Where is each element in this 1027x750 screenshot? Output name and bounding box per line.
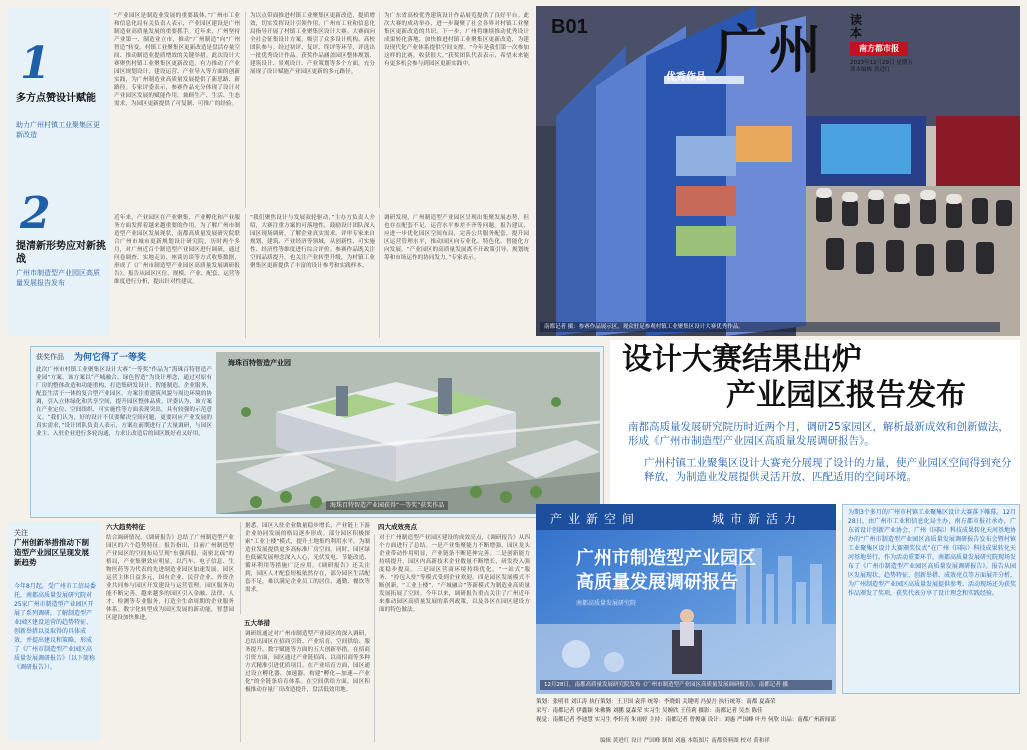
award-body: 此次广州市村镇工业聚集区设计大赛“一等奖”作品为“海珠百特智造产业园”方案。该方案以“产城融合、绿色智造”为设计理念，通过对原有厂房的整体改造和功能重构，打造集研发设计、智能制造、企业服务、配套生活于一体的复合型产业园区。方案注重建筑风貌与周边环境的协调，引入立体绿化和共享空间，提升园区整体品质。评委认为，该方案在产业定位、空间组织、可实施性等方面表现突出，具有较强的示范意义。“我们认为，好的设计不仅要解决空间问题，更要回应产业发展的真实需求，”设计团队负责人表示，方案在前期进行了大量调研，与园区业主、入驻企业进行多轮沟通，力求让改造后的园区既好看又好用。	[36, 367, 212, 437]
section1-subheading: 助力广州村镇工业聚集区更新改造	[16, 121, 100, 139]
screen-title-line2: 高质量发展调研报告	[576, 572, 738, 593]
footer-line: 编辑 黄进红 设计 严国峰 制图 刘惠 本版图片 南都资料图 校对 黄和祥	[600, 738, 770, 744]
report-photo-caption: 12月28日，南都高质量发展研究院发布《广州市制造型产业园区高质量发展调研报告》。南都记者 摄	[540, 680, 832, 690]
credits-line3: 视觉：南都记者 李迪慧 实习生 李轩亮 朱雨婷 主持：南都记者 曾俊康 设计：刘惠 严国峰 叶丹 何欣 出品：南都广州新闻部	[536, 717, 836, 723]
aerial-caption: 海珠百特智造产业园获得“一等奖”获奖作品	[326, 501, 448, 510]
top-column-2: 近年来，产业园区在产业聚集、产业孵化和产业服务方面发挥着越来越重要的作用。为了解广州市制造型产业园区发展现状，南都高质量发展研究院联合广州市城市更新规划设计研究院，历时两个多月，对广州近百个制造型产业园区进行调研，通过问卷调查、实地走访、座谈访谈等方式收集数据，形成了《广州市制造型产业园区高质量发展调研报告》。报告从园区区位、规模、产业、配套、运营等维度进行分析，提出针对性建议。	[114, 215, 240, 285]
masthead-editor: 读本编辑 黄进红	[850, 67, 891, 73]
c4-head: 四大成效亮点	[378, 523, 417, 531]
bottom-column-1: 结合调研情况，《调研报告》总结了广州制造型产业园区的六个趋势特征。报告指出，目前广州制造型产业园区的空间布局呈现“东强西弱、南密北疏”的格局，产业集聚效应明显，以汽车、电子信息、生物医药等为代表的先进制造业园区加速发展。园区运营主体日益多元，国有企业、民营企业、外资企业共同参与园区开发建设与运营管理。园区服务功能不断完善，越来越多的园区引入金融、法律、人才、检测等专业服务，打造全生命周期的企业服务体系。数字化转型成为园区发展的新动能，智慧园区建设加快推进。	[106, 535, 234, 621]
aerial-park-illustration	[216, 352, 600, 514]
top-column-3: 为以点带面推进村镇工业聚集区更新改造，提质增效，切实发挥设计引领作用，广州市工业和信息化局指导开展了村镇工业聚集区设计大赛。大赛面向全社会征集设计方案，吸引了众多设计机构、高校团队参与。经过初评、复评、终评等环节，评选出一批优秀设计作品。获奖作品涵盖园区整体规划、建筑设计、景观设计、产业策划等多个方面，充分展现了设计赋能产业园区更新的多元路径。	[245, 12, 375, 208]
masthead-reader-label: 读本	[850, 13, 863, 40]
section2-subheading: 广州市制造型产业园区高质量发展报告发布	[16, 269, 100, 287]
top-column-1: “产业园区是制造业发展的重要载体，”广州市工业和信息化局有关负责人表示，产业园区建设是广州制造业高质量发展的重要抓手。近年来，广州坚持产业第一、制造业立市，推动“广州制造”向“广州智造”转变。村镇工业聚集区更新改造是盘活存量空间、推动制造业提质增效的关键举措。此次设计大赛聚焦村镇工业聚集区更新改造，有力推动了产业园区规划设计、建设运营、产业导入等方面的创新实践，为广州制造业高质量发展提供了新思路、新路径。专家评委表示，参赛作品充分体现了设计对产业园区发展的赋能作用，兼顾生产、生活、生态需求，为园区更新提供了可复制、可推广的经验。	[114, 13, 240, 107]
bottom-column-2: 据悉，园区入驻企业数量稳步增长，产业链上下游企业协同发展的格局逐步形成。部分园区积极探索“工业上楼”模式，提升土地集约利用水平，为制造业发展提供更多高标准厂房空间。同时，园区绿色低碳发展理念深入人心，光伏发电、节能改造、循环利用等措施广泛应用。《调研报告》还关注到，园区人才配套短板依然存在，部分园区生活配套不足，难以满足企业员工的居住、通勤、餐饮等需求。	[240, 522, 370, 614]
left-bottom-title: 广州创新举措推动下制造型产业园区呈现发展新趋势	[14, 538, 89, 567]
page-number: B01	[551, 16, 588, 38]
award-label: 获奖作品	[36, 353, 64, 361]
credits-line1: 策划：张明君 刘江涛 执行策划：王卫国 袁萍 统筹：李晓娟 关键明 冯晏吾 执行统筹：南都 夏森荣	[536, 699, 776, 705]
masthead-date: 2023年12月29日 星期五	[850, 60, 913, 66]
report-launch-photo	[536, 504, 836, 694]
masthead-title: 广州	[715, 20, 824, 81]
headline-line2: 产业园区报告发布	[726, 378, 966, 413]
c1-head: 六大趋势特征	[106, 523, 145, 531]
headline-line1: 设计大赛结果出炉	[622, 342, 862, 377]
right-info-body: 为期3个多月的广州市村镇工业聚集区设计大赛落下帷幕。12月28日，由广州市工业和信息化局主办，南方都市报社承办，广东省设计创新产业协会、广州（国际）科技成果转化天河基地协办的“广州市制造型产业园区高质量发展调研报告发布会暨村镇工业聚集区设计大赛颁奖仪式”在广州（国际）科技成果转化天河基地举行。作为活动重要环节，南都高质量发展研究院现场发布了《广州市制造型产业园区高质量发展调研报告》。报告从园区发展现状、趋势特征、创新举措、成效亮点等方面展开分析，为广州制造型产业园区高质量发展提供参考。活动现场还为获奖作品颁发了奖项，获奖代表分享了设计理念和实践经验。	[848, 509, 1016, 597]
top-photo-caption: 南都记者 摄：参赛作品展示区，观众驻足参观村镇工业聚集区设计大赛优秀作品。	[540, 322, 1000, 332]
award-title: 为何它得了一等奖	[74, 353, 147, 363]
headline-summary: 广州村镇工业聚集区设计大赛充分展现了设计的力量，使产业园区空间得到充分释放，为制造业发展提供灵活开放、匹配适用的空间环境。	[644, 457, 1012, 483]
credits-line2: 采写：南都记者 伊鑫颖 朱佛腾 刘鹏 夏森荣 实习生 吴婉欣 王佳莉 摄影：南都记者 吴杰 陈佳	[536, 708, 763, 714]
screen-subtitle: 南都高质量发展研究院	[576, 600, 637, 607]
top-column-6: 调研发现，广州制造型产业园区呈现出集聚发展态势，但也存在配套不足、运营水平参差不齐等问题。报告建议，应进一步优化园区空间布局，完善公共服务配套，提升园区运营管理水平，推动园区向专业化、特色化、智能化方向发展。“产业园区的高质量发展离不开政策引导、规划统筹和市场运作的协同发力。”专家表示。	[379, 214, 529, 338]
top-column-4: “我们聚焦设计与发展双轮驱动，”主办方负责人介绍，大赛注重方案的可落地性，鼓励设计团队深入园区现场调研，了解企业真实需求。评审专家来自规划、建筑、产业经济等领域，从创新性、可实施性、经济性等维度进行综合评价。参赛作品既关注空间品质提升，也关注产业转型升级，为村镇工业聚集区更新提供了丰富的设计参考和实践样本。	[245, 214, 375, 338]
section2-heading: 提清新形势应对新挑战	[16, 241, 106, 265]
section-number-2: 2	[20, 188, 51, 239]
c3-head: 五大举措	[244, 619, 270, 627]
banner-right: 城市新活力	[712, 512, 803, 526]
left-bottom-body: 今年8月起，受广州市工信局委托，南都高质量发展研究院对25家广州市制造型产业园区开展了系列调研，了解制造型产业园区建设运营的趋势特征、创新举措以及取得的具体成效，并提出建议和策略，形成了《广州市制造型产业园区高质量发展调研报告》（以下简称《调研报告》）。	[14, 583, 96, 671]
section-number-1: 1	[20, 38, 51, 89]
exhibit-banner-text: 优秀作品	[666, 72, 706, 83]
screen-title-line1: 广州市制造型产业园区	[576, 548, 756, 569]
aerial-rendering	[216, 352, 600, 514]
top-column-5: 为广东省高校优秀建筑设计作品展览提供了良好平台。此次大赛的成功举办，进一步凝聚了社会各界对村镇工业聚集区更新改造的共识。下一步，广州将继续推动优秀设计成果转化落地，加快推进村镇工业聚集区更新改造，为建设现代化产业体系提供空间支撑。“今年是我们第一次参加这样的比赛，收获很大，”获奖团队代表表示，希望未来能有更多机会参与到园区更新实践中。	[379, 12, 529, 208]
section1-heading: 多方点赞设计赋能	[16, 93, 96, 104]
bottom-column-3: 调研组通过对广州市制造型产业园区的深入调研，总结出园区在招商引资、产业培育、空间供给、服务提升、数字赋能等方面的五大创新举措。在招商引资方面，园区通过产业链招商、以商招商等多种方式精准引进优质项目。在产业培育方面，园区通过设立孵化器、加速器，构建“孵化—加速—产业化”的全链条培育体系。在空间供给方面，园区积极推动存量厂房改造提升，盘活低效用地。	[240, 630, 370, 742]
banner-left: 产业新空间	[550, 512, 641, 526]
bottom-column-4: 对于广州制造型产业园区建设的成效亮点，《调研报告》从四个方面进行了总结。一是产业集聚能力不断增强，园区龙头企业带动作用明显，产业链条不断延伸完善。二是创新能力持续提升，园区内高新技术企业数量不断增长，研发投入强度稳步提高。三是园区营商环境持续优化，“一站式”服务、“拎包入驻”等模式受到企业欢迎。四是园区发展模式不断创新，“工业上楼”、“产城融合”等新模式为制造业高质量发展拓展了空间。今年以来，调研报告重点关注了广州近年来推动园区高质量发展的系列政策，以及各区在园区建设方面的特色做法。	[374, 534, 530, 742]
paper-logo: 南方都市报	[850, 42, 908, 56]
left-bottom-kicker: 关注	[14, 529, 28, 537]
headline-deck: 南都高质量发展研究院历时近两个月，调研25家园区，解析最新成效和创新做法，形成《广州市制造型产业园区高质量发展调研报告》。	[628, 421, 1009, 447]
aerial-label: 海珠百特智造产业园	[228, 359, 291, 367]
